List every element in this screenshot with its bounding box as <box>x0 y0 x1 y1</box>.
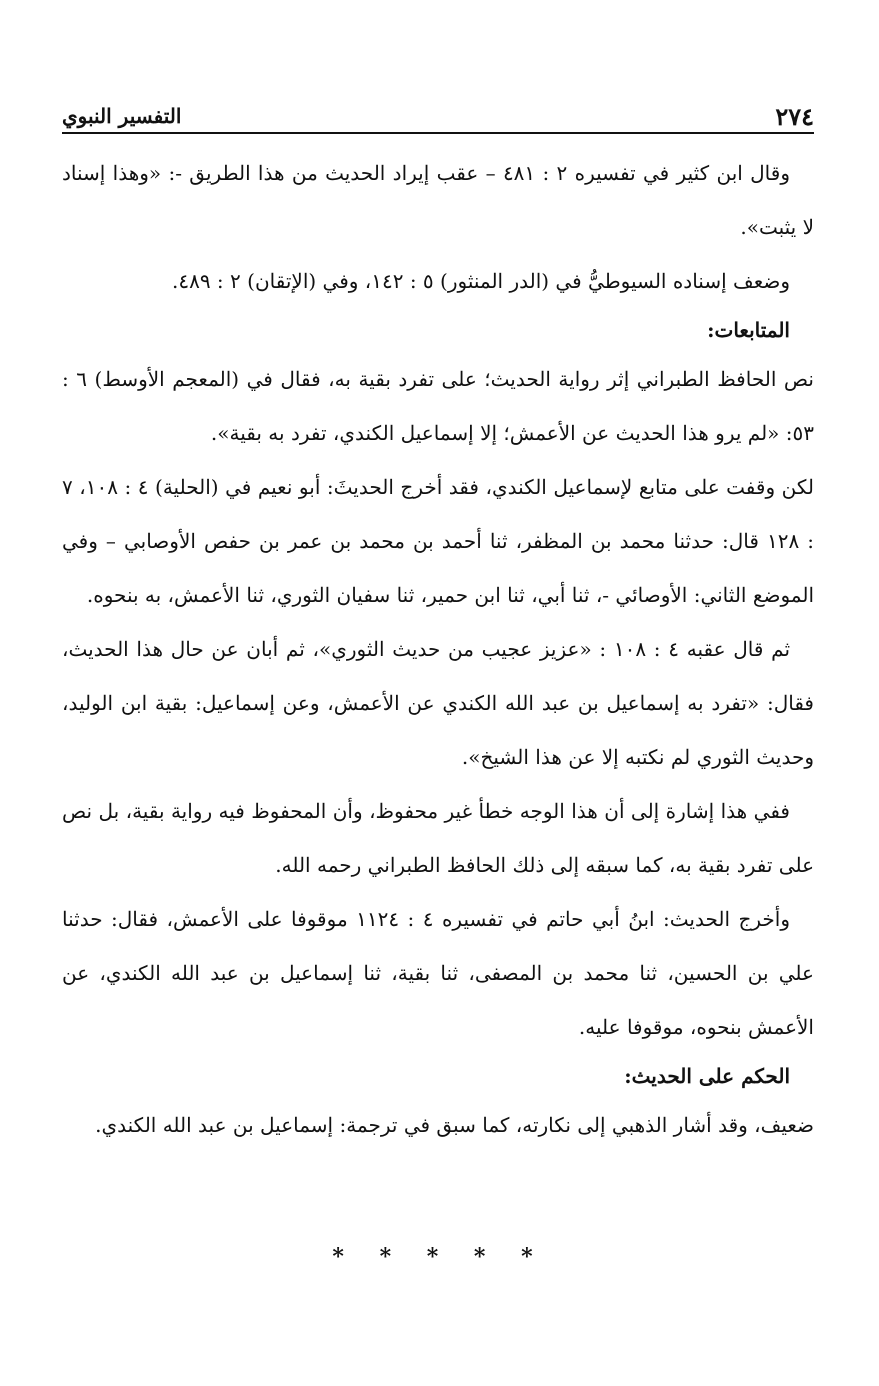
section-divider-stars: * * * * * <box>332 1244 547 1270</box>
paragraph-suyuti: وضعف إسناده السيوطيُّ في (الدر المنثور) ٥ : ١٤٢، وفي (الإتقان) ٢ : ٤٨٩. <box>171 269 790 293</box>
paragraph-abu-nuaym: لكن وقفت على متابع لإسماعيل الكندي، فقد أخرج الحديثَ: أبو نعيم في (الحلية) ٤ : ١٠٨، ٧ : ١٢٨ قال: حدثنا محمد بن المظفر، ثنا أحمد بن محمد بن عمر بن حفص الأوصابي – وفي الموضع الثاني: الأوصائي -، ثنا أبي، ثنا ابن حمير، ثنا سفيان الثوري، ثنا الأعمش، به بنحوه. <box>62 475 815 607</box>
page-number: ٢٧٤ <box>775 102 814 131</box>
paragraph-ibn-abi-hatim: وأخرج الحديث: ابنُ أبي حاتم في تفسيره ٤ : ١١٢٤ موقوفا على الأعمش، فقال: حدثنا علي بن الحسين، ثنا محمد بن المصفى، ثنا بقية، ثنا إسماعيل بن عبد الله الكندي، عن الأعمش بنحوه، موقوفا عليه. <box>62 907 814 1039</box>
section-heading-mutabaat: المتابعات: <box>707 318 790 342</box>
page-body <box>62 146 814 1152</box>
paragraph-daeef: ضعيف، وقد أشار الذهبي إلى نكارته، كما سبق في ترجمة: إسماعيل بن عبد الله الكندي. <box>95 1113 814 1137</box>
paragraph-ibn-kathir: وقال ابن كثير في تفسيره ٢ : ٤٨١ – عقب إيراد الحديث من هذا الطريق -: «وهذا إسناد لا يثبت». <box>62 161 814 239</box>
page-header <box>62 98 814 134</box>
paragraph-aqibahu: ثم قال عقبه ٤ : ١٠٨ : «عزيز عجيب من حديث الثوري»، ثم أبان عن حال هذا الحديث، فقال: «تفرد به إسماعيل بن عبد الله الكندي عن الأعمش، وعن إسماعيل: بقية ابن الوليد، وحديث الثوري لم نكتبه إلا عن هذا الشيخ». <box>62 637 814 769</box>
paragraph-tabarani: نص الحافظ الطبراني إثر رواية الحديث؛ على تفرد بقية به، فقال في (المعجم الأوسط) ٦ : ٥٣: «لم يرو هذا الحديث عن الأعمش؛ إلا إسماعيل الكندي، تفرد به بقية». <box>62 367 814 445</box>
running-title: التفسير النبوي <box>62 104 182 128</box>
section-heading-hukm: الحكم على الحديث: <box>624 1064 790 1088</box>
paragraph-ishara: ففي هذا إشارة إلى أن هذا الوجه خطأ غير محفوظ، وأن المحفوظ فيه رواية بقية، بل نص على تفرد بقية به، كما سبقه إلى ذلك الحافظ الطبراني رحمه الله. <box>62 799 814 877</box>
